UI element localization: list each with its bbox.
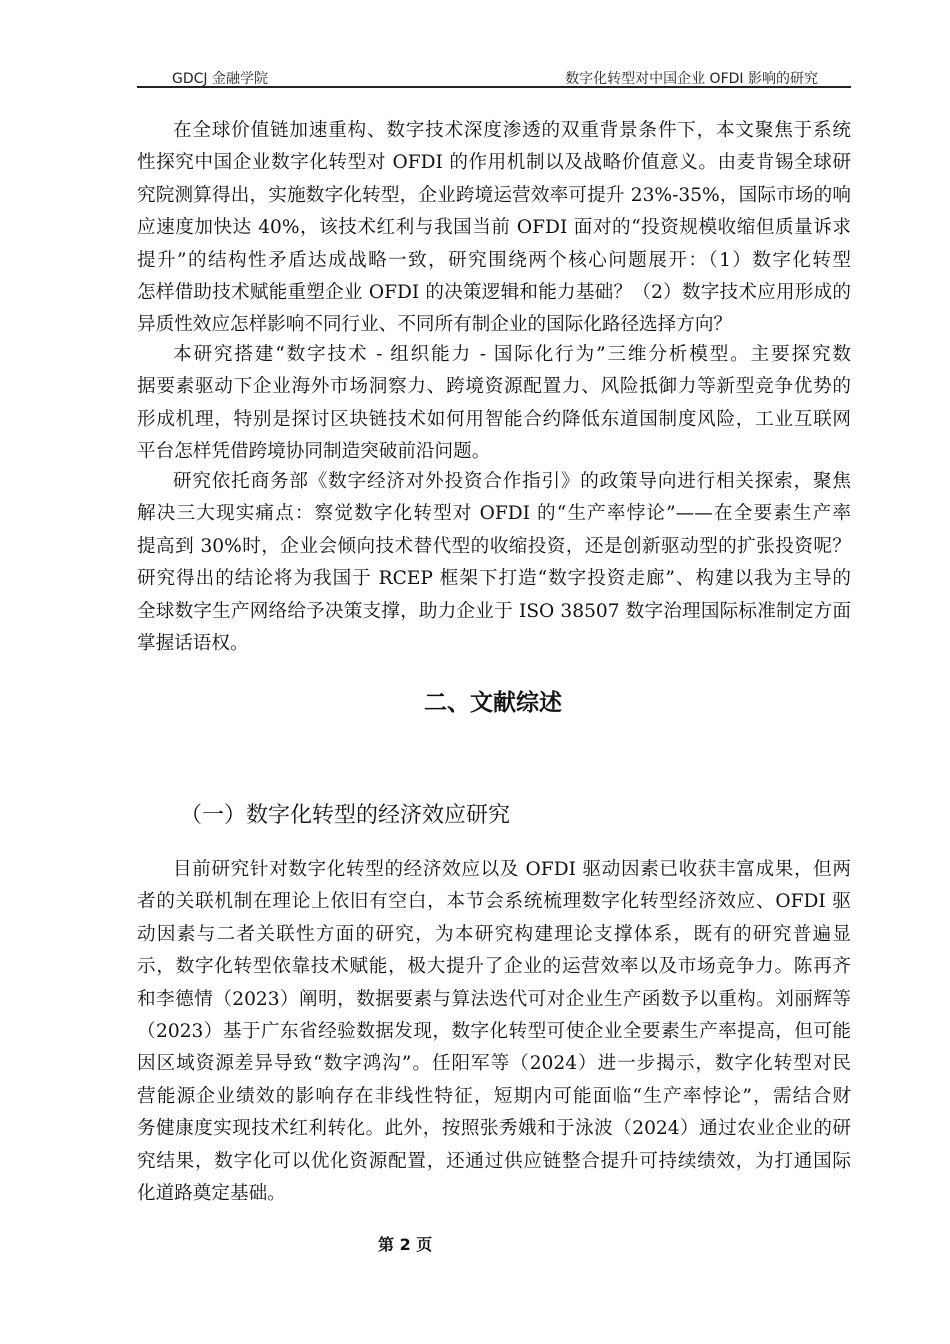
text-line: 研究依托商务部《数字经济对外投资合作指引》的政策导向进行相关探索，聚焦 xyxy=(173,471,851,492)
paragraph-intro-3 xyxy=(137,466,851,660)
header-right: 数字化转型对中国企业 OFDI 影响的研究 xyxy=(565,71,818,87)
text-line: 掌握话语权。 xyxy=(137,632,249,654)
text-line: 本研究搭建“数字技术 - 组织能力 - 国际化行为”三维分析模型。主要探究数 xyxy=(173,344,851,365)
text-line: 平台怎样凭借跨境协同制造突破前沿问题。 xyxy=(137,441,491,463)
text-line: 研究得出的结论将为我国于 RCEP 框架下打造“数字投资走廊”、构建以我为主导的 xyxy=(137,568,851,590)
header-left: GDCJ 金融学院 xyxy=(172,71,268,87)
text-line: 全球数字生产网络给予决策支撑，助力企业于 ISO 38507 数字治理国际标准制定方面 xyxy=(137,600,851,622)
text-line: 怎样借助技术赋能重塑企业 OFDI 的决策逻辑和能力基础？（2）数字技术应用形成的 xyxy=(137,281,851,303)
text-line: 形成机理，特别是探讨区块链技术如何用智能合约降低东道国制度风险，工业互联网 xyxy=(137,408,851,430)
paragraph-literature-1 xyxy=(137,854,851,1210)
text-line: （2023）基于广东省经验数据发现，数字化转型可使企业全要素生产率提高，但可能 xyxy=(137,1020,851,1042)
text-line: 异质性效应怎样影响不同行业、不同所有制企业的国际化路径选择方向？ xyxy=(137,314,733,336)
text-line: 务健康度实现技术红利转化。此外，按照张秀娥和于泳波（2024）通过农业企业的研 xyxy=(137,1118,851,1140)
text-line: 化道路奠定基础。 xyxy=(137,1182,286,1204)
text-line: 究院测算得出，实施数字化转型，企业跨境运营效率可提升 23%-35%，国际市场的响 xyxy=(137,184,851,206)
text-line: 示，数字化转型依靠技术赋能，极大提升了企业的运营效率以及市场竞争力。陈再齐 xyxy=(137,956,851,978)
paragraph-intro-1 xyxy=(137,115,851,342)
text-line: 性探究中国企业数字化转型对 OFDI 的作用机制以及战略价值意义。由麦肯锡全球研 xyxy=(137,152,851,174)
text-line: 解决三大现实痛点：察觉数字化转型对 OFDI 的“生产率悖论”——在全要素生产率 xyxy=(137,503,851,525)
paragraph-intro-2 xyxy=(137,339,851,469)
text-line: 提高到 30%时，企业会倾向技术替代型的收缩投资，还是创新驱动型的扩张投资呢？ xyxy=(137,535,851,557)
page-number: 第 2 页 xyxy=(378,1235,433,1254)
text-line: 者的关联机制在理论上依旧有空白，本节会系统梳理数字化转型经济效应、OFDI 驱 xyxy=(137,891,851,913)
text-line: 目前研究针对数字化转型的经济效应以及 OFDI 驱动因素已收获丰富成果，但两 xyxy=(173,859,851,880)
section-heading: 二、文献综述 xyxy=(424,690,562,716)
subsection-heading: （一）数字化转型的经济效应研究 xyxy=(180,803,511,828)
header-rule xyxy=(137,86,851,88)
text-line: 应速度加快达 40%，该技术红利与我国当前 OFDI 面对的“投资规模收缩但质量诉求 xyxy=(137,217,851,239)
text-line: 提升”的结构性矛盾达成战略一致，研究围绕两个核心问题展开：（1）数字化转型 xyxy=(137,249,851,271)
text-line: 在全球价值链加速重构、数字技术深度渗透的双重背景条件下，本文聚焦于系统 xyxy=(173,120,851,141)
text-line: 动因素与二者关联性方面的研究，为本研究构建理论支撑体系，既有的研究普遍显 xyxy=(137,923,851,945)
text-line: 因区域资源差异导致“数字鸿沟”。任阳军等（2024）进一步揭示，数字化转型对民 xyxy=(137,1053,851,1075)
text-line: 营能源企业绩效的影响存在非线性特征，短期内可能面临“生产率悖论”，需结合财 xyxy=(137,1085,851,1107)
text-line: 和李德情（2023）阐明，数据要素与算法迭代可对企业生产函数予以重构。刘丽辉等 xyxy=(137,988,851,1010)
text-line: 究结果，数字化可以优化资源配置，还通过供应链整合提升可持续绩效，为打通国际 xyxy=(137,1150,851,1172)
text-line: 据要素驱动下企业海外市场洞察力、跨境资源配置力、风险抵御力等新型竞争优势的 xyxy=(137,376,851,398)
